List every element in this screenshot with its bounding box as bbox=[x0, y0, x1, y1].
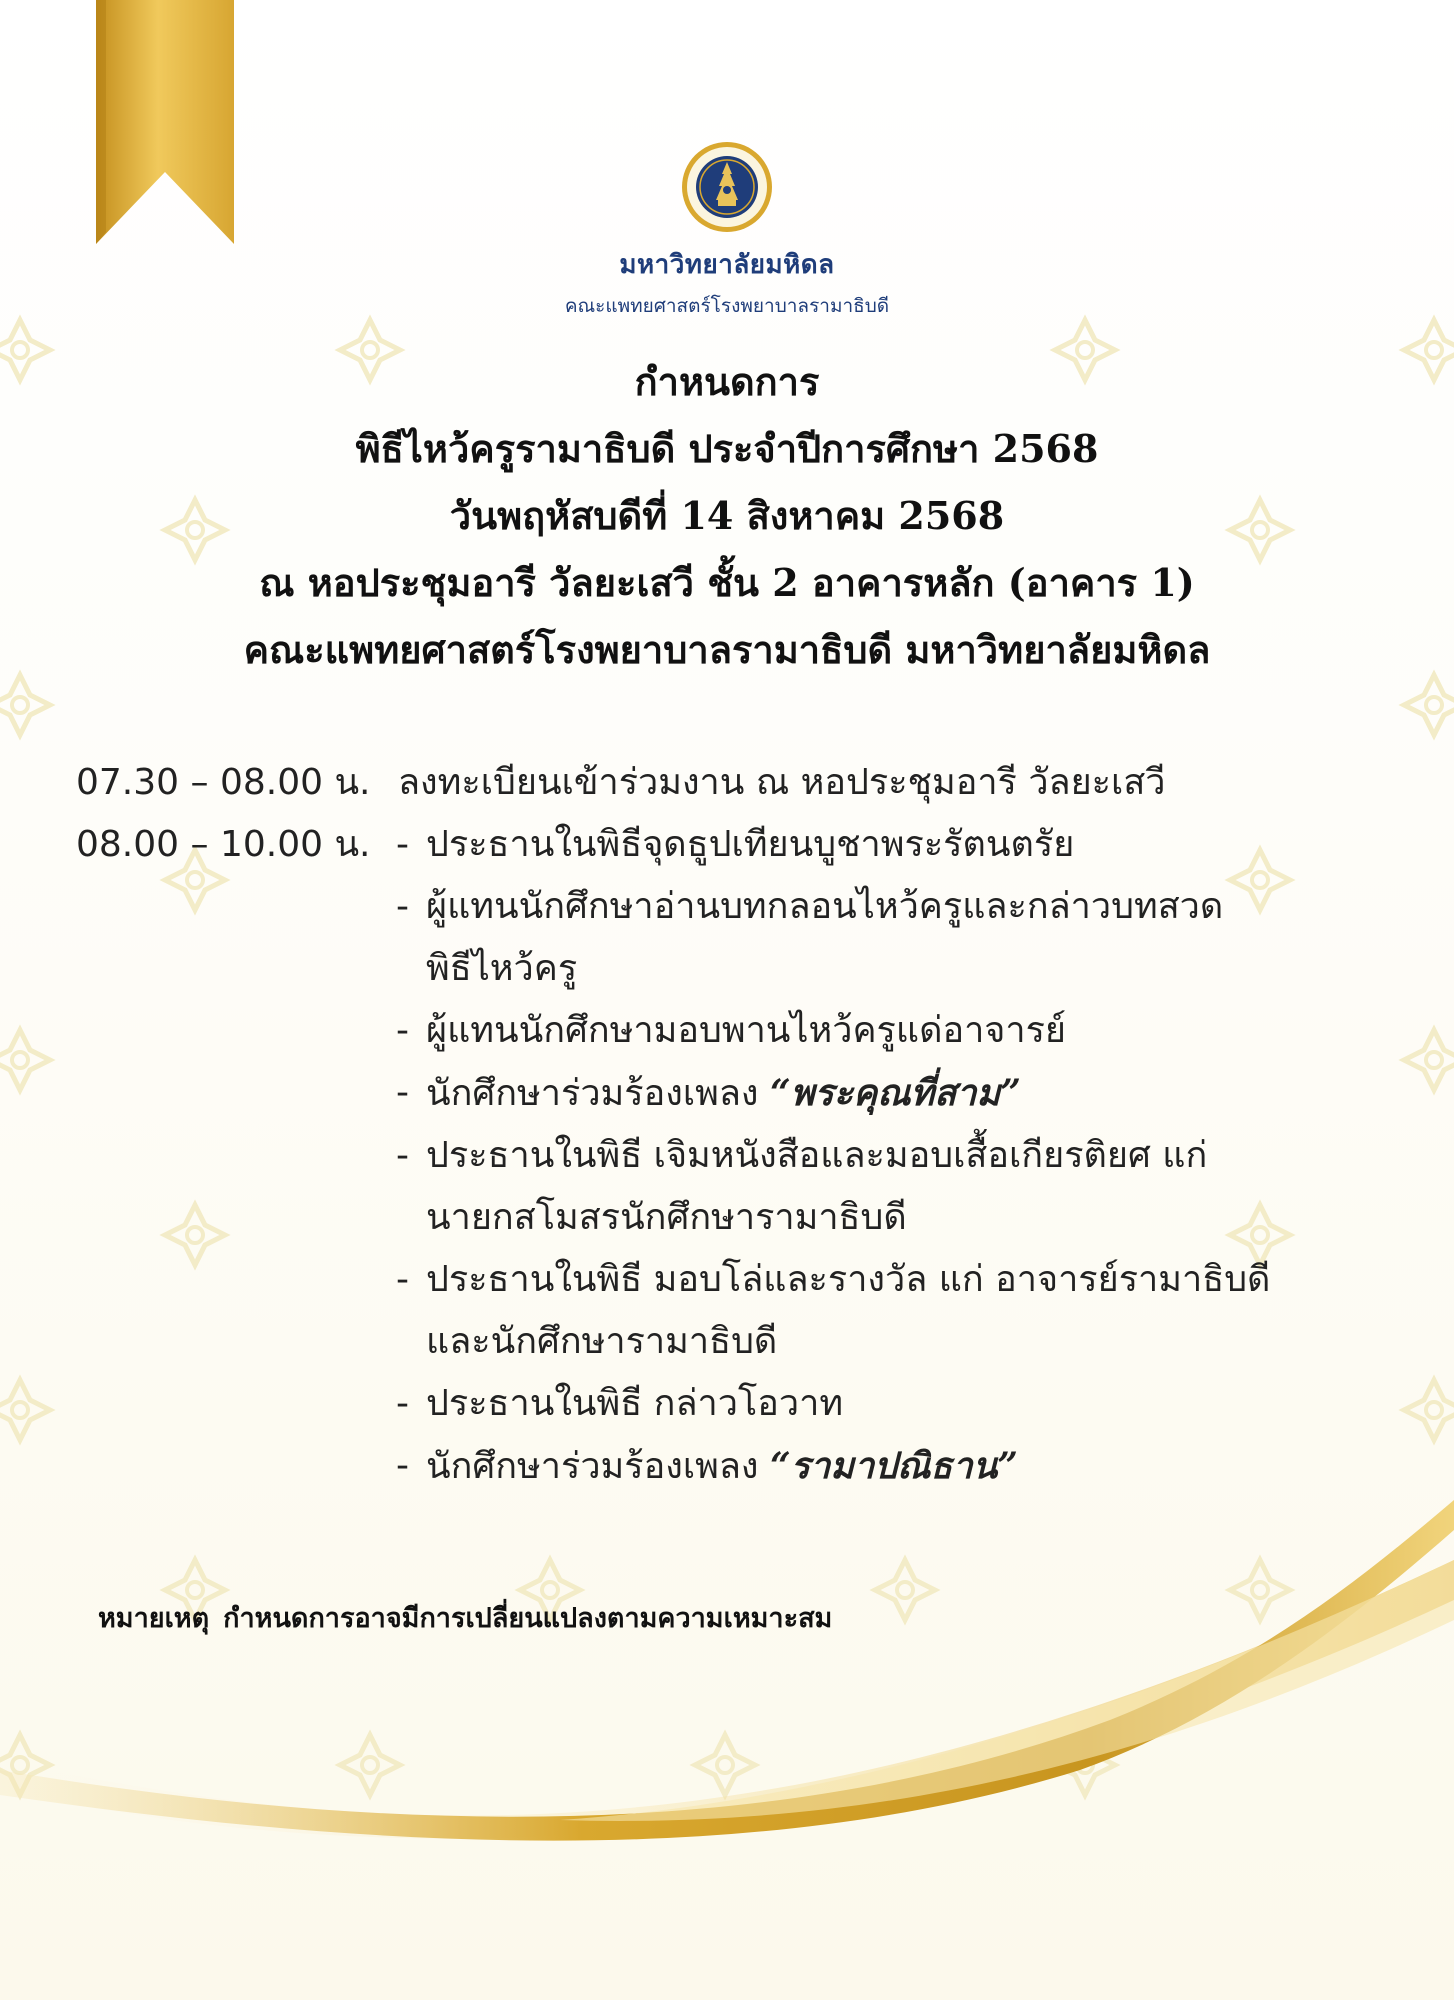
slot-event: ลงทะเบียนเข้าร่วมงาน ณ หอประชุมอารี วัลยะเสวี bbox=[398, 762, 1166, 803]
title-line: คณะแพทยศาสตร์โรงพยาบาลรามาธิบดี มหาวิทยาลัยมหิดล bbox=[243, 627, 1211, 672]
slot-time: 07.30 – 08.00 น. bbox=[76, 762, 371, 803]
list-item: - ผู้แทนนักศึกษาอ่านบทกลอนไหว้ครูและกล่าวบทสวด bbox=[396, 886, 1224, 927]
title-line: กำหนดการ bbox=[634, 359, 820, 404]
list-item: - นักศึกษาร่วมร้องเพลง “พระคุณที่สาม” bbox=[396, 1072, 1021, 1114]
university-name: มหาวิทยาลัยมหิดล bbox=[619, 250, 835, 280]
list-item: - ประธานในพิธี มอบโล่และรางวัล แก่ อาจารย์รามาธิบดี bbox=[396, 1259, 1271, 1300]
list-item-continuation: พิธีไหว้ครู bbox=[426, 948, 578, 989]
list-item-continuation: และนักศึกษารามาธิบดี bbox=[426, 1321, 778, 1362]
title-line: พิธีไหว้ครูรามาธิบดี ประจำปีการศึกษา 2568 bbox=[355, 426, 1099, 471]
list-item: - ประธานในพิธี กล่าวโอวาท bbox=[396, 1383, 844, 1424]
note-label: หมายเหตุ bbox=[98, 1603, 210, 1634]
list-item: - นักศึกษาร่วมร้องเพลง “รามาปณิธาน” bbox=[396, 1445, 1018, 1487]
list-item: - ประธานในพิธีจุดธูปเทียนบูชาพระรัตนตรัย bbox=[396, 824, 1075, 865]
list-item: - ผู้แทนนักศึกษามอบพานไหว้ครูแด่อาจารย์ bbox=[396, 1010, 1067, 1051]
slot-time: 08.00 – 10.00 น. bbox=[76, 824, 371, 865]
faculty-name: คณะแพทยศาสตร์โรงพยาบาลรามาธิบดี bbox=[564, 295, 890, 317]
list-item: - ประธานในพิธี เจิมหนังสือและมอบเสื้อเกียรติยศ แก่ bbox=[396, 1135, 1208, 1176]
song-title: “พระคุณที่สาม” bbox=[769, 1072, 1021, 1114]
song-title: “รามาปณิธาน” bbox=[769, 1445, 1018, 1487]
list-item-continuation: นายกสโมสรนักศึกษารามาธิบดี bbox=[426, 1197, 907, 1238]
title-line: ณ หอประชุมอารี วัลยะเสวี ชั้น 2 อาคารหลัก (อาคาร 1) bbox=[259, 560, 1195, 605]
title-line: วันพฤหัสบดีที่ 14 สิงหาคม 2568 bbox=[449, 493, 1005, 538]
note-text: กำหนดการอาจมีการเปลี่ยนแปลงตามความเหมาะสม bbox=[223, 1603, 833, 1634]
